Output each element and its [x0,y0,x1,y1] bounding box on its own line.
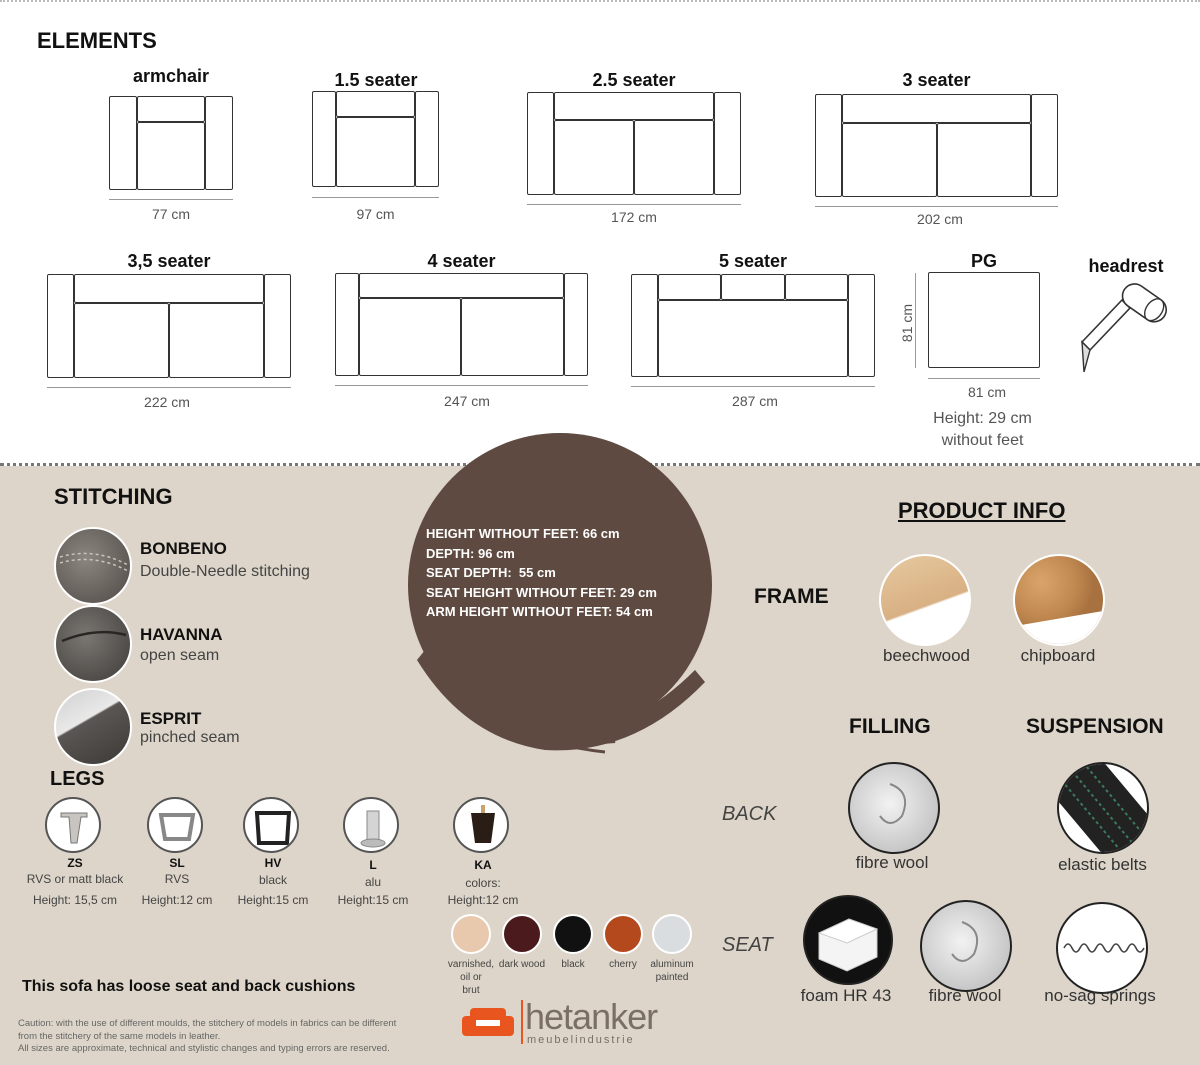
leg-ka-image [453,797,509,853]
leg-code-hv: HV [264,856,282,870]
leg-material-hv: black [258,873,287,887]
caution-line: Caution: with the use of different moulds, the stitchery of models in fabrics can be different [18,1018,397,1029]
caution-line: from the stitchery of the same models in leather. [18,1030,221,1042]
dim-line [928,378,1040,379]
fibre-wool-back-swatch [848,762,940,854]
elements-title: ELEMENTS [37,28,157,53]
product-info-title: PRODUCT INFO [898,498,1066,523]
logo-sofa-icon [460,1004,516,1040]
headrest-drawing [1076,280,1176,375]
stitch-name-bonbeno: BONBENO [140,539,227,558]
leg-material-ka: colors: [465,876,501,890]
element-label-3-5-seater: 3,5 seater [127,251,211,271]
specs-list [426,524,657,622]
dim-line [312,197,439,198]
color-label-black: black [561,959,585,970]
armchair-drawing [109,96,233,190]
leg-hv-image [243,797,299,853]
stitch-swatch-esprit [54,688,132,766]
stitch-desc-havanna: open seam [140,647,220,664]
spec-line: SEAT DEPTH: 55 cm [426,565,556,580]
color-label-line: aluminum [650,959,694,970]
back-suspension: elastic belts [1058,855,1147,874]
back-filling: fibre wool [855,853,929,872]
stitch-swatch-havanna [54,605,132,683]
no-sag-springs-swatch [1056,902,1148,994]
frame-label: FRAME [754,585,829,608]
pg-note-line1: Height: 29 cm [933,410,1032,427]
element-width-1-5-seater: 97 cm [356,206,395,222]
stitch-name-havanna: HAVANNA [140,625,223,644]
element-label-5-seater: 5 seater [718,251,788,271]
5-seater-drawing [631,274,875,377]
spec-line: DEPTH: 96 cm [426,545,515,561]
element-label-2-5-seater: 2.5 seater [592,70,676,90]
leg-height-sl: Height:12 cm [141,893,213,907]
dim-line [47,387,291,388]
spec-line: SEAT HEIGHT WITHOUT FEET: 29 cm [426,584,657,600]
top-divider [0,0,1200,2]
logo-brand: hetanker [525,996,658,1037]
caution-text [18,1018,438,1056]
stitch-swatch-bonbeno [54,527,132,605]
element-label-armchair: armchair [132,66,210,86]
element-label-1-5-seater: 1.5 seater [334,70,418,90]
leg-material-sl: RVS [164,872,190,886]
filling-label: FILLING [849,715,931,738]
chipboard-swatch [1013,554,1105,646]
stitch-desc-bonbeno: Double-Needle stitching [140,563,310,580]
foam-swatch [803,895,893,985]
color-swatch-aluminum [652,914,692,954]
leg-height-zs: Height: 15,5 cm [32,893,118,907]
color-swatch-dark-wood [502,914,542,954]
element-width-3-5-seater: 222 cm [144,394,190,410]
element-width-4-seater: 247 cm [444,393,490,409]
color-label-line: varnished, [447,959,495,970]
element-width-5-seater: 287 cm [732,393,778,409]
leg-code-l: L [369,858,377,872]
element-width-2-5-seater: 172 cm [611,209,657,225]
seat-label: SEAT [722,934,773,956]
leg-code-zs: ZS [67,856,83,870]
leg-material-zs: RVS or matt black [26,872,124,886]
legs-title: LEGS [50,768,105,790]
leg-zs-image [45,797,101,853]
spec-line: HEIGHT WITHOUT FEET: 66 cm [426,526,620,541]
dim-line [335,385,588,386]
dim-line [109,199,233,200]
leg-code-sl: SL [169,856,185,870]
color-swatch-varnished [451,914,491,954]
element-width-3-seater: 202 cm [917,211,963,227]
element-label-3-seater: 3 seater [902,70,971,90]
dim-line [631,386,875,387]
cushion-note: This sofa has loose seat and back cushions [22,978,356,995]
3-5-seater-drawing [47,274,291,378]
frame-beechwood: beechwood [883,646,970,665]
frame-chipboard: chipboard [1020,646,1096,665]
stitching-title: STITCHING [54,484,173,509]
logo-sub: meubelindustrie [527,1034,635,1046]
color-label-line: brut [462,985,480,996]
seat-foam: foam HR 43 [800,986,892,1005]
color-swatch-cherry [603,914,643,954]
leg-material-l: alu [364,875,381,889]
dim-line [815,206,1058,207]
color-swatch-black [553,914,593,954]
color-label-line: oil or [460,972,482,983]
leg-height-ka: Height:12 cm [447,893,519,907]
fibre-wool-seat-swatch [920,900,1012,992]
elastic-belts-swatch [1057,762,1149,854]
stitch-desc-esprit: pinched seam [140,729,240,746]
leg-code-ka: KA [474,858,492,872]
seat-no-sag-springs: no-sag springs [1044,986,1156,1005]
color-label-cherry: cherry [609,959,637,970]
pg-depth: 81 cm [899,303,915,343]
dim-line-vertical [915,273,916,368]
leg-l-image [343,797,399,853]
stitch-name-esprit: ESPRIT [140,709,202,728]
color-label-line: painted [655,972,689,983]
logo-divider [521,1000,523,1044]
2-5-seater-drawing [527,92,741,195]
suspension-label: SUSPENSION [1026,715,1164,738]
4-seater-drawing [335,273,588,376]
pg-drawing [928,272,1040,368]
1-5-seater-drawing [312,91,439,187]
element-label-headrest: headrest [1088,256,1164,276]
element-width-armchair: 77 cm [151,206,191,222]
spec-line: ARM HEIGHT WITHOUT FEET: 54 cm [426,604,653,619]
3-seater-drawing [815,94,1058,197]
leg-sl-image [147,797,203,853]
leg-height-l: Height:15 cm [337,893,409,907]
dim-line [527,204,741,205]
color-label-aluminum [637,958,707,984]
back-label: BACK [722,803,777,825]
pg-width: 81 cm [967,384,1007,400]
beechwood-swatch [879,554,971,646]
element-label-4-seater: 4 seater [427,251,496,271]
color-label-dark-wood: dark wood [498,959,546,970]
leg-height-hv: Height:15 cm [237,893,309,907]
pg-note-line2: without feet [941,432,1024,449]
element-label-pg: PG [970,251,997,271]
caution-line: All sizes are approximate, technical and stylistic changes and typing errors are reserved. [18,1043,390,1054]
seat-fibre-wool: fibre wool [928,986,1002,1005]
